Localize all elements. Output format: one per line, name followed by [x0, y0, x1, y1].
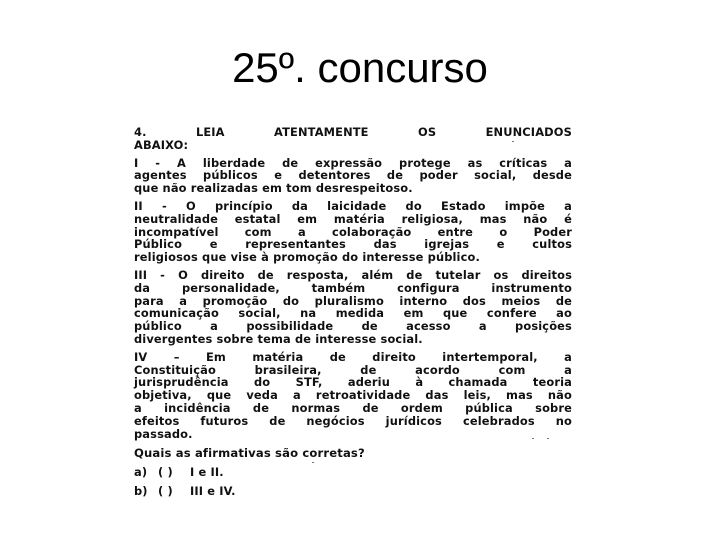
scan-speck — [312, 462, 314, 463]
statement-line: objetiva, que veda a retroatividade das leis, mas não — [134, 388, 572, 403]
option-letter: b) — [134, 483, 148, 498]
option-letter: a) — [134, 465, 148, 480]
statement-line: neutralidade estatal em matéria religiosa, mas não é — [134, 211, 572, 226]
statement-line: Constituição brasileira, de acordo com a — [134, 362, 572, 377]
statement-line: público a possibilidade de acesso a posições — [134, 319, 572, 334]
option-text: I e II. — [190, 465, 224, 480]
statement-line: IV – Em matéria de direito intertemporal, a — [134, 349, 572, 364]
question-number: 4. — [134, 125, 147, 139]
statement-line: religiosos que vise à promoção do interesse público. — [134, 250, 480, 265]
slide-title: 25º. concurso — [232, 44, 488, 91]
statement-line: a incidência de normas de ordem pública sobre — [134, 400, 572, 415]
option-checkbox: ( ) — [158, 465, 173, 480]
header-word-enunciados: ENUNCIADOS — [485, 125, 572, 139]
header-word-os: OS — [418, 125, 437, 139]
statement-3 — [134, 269, 572, 346]
statement-line: divergentes sobre tema de interesse social. — [134, 331, 423, 346]
statement-2 — [134, 200, 572, 264]
scanned-question-document — [134, 126, 572, 498]
question-header — [134, 126, 572, 139]
statement-line: II - O princípio da laicidade do Estado impõe a — [134, 198, 572, 213]
option-text: III e IV. — [190, 483, 236, 498]
answer-option-a — [134, 466, 572, 479]
header-word-atentamente: ATENTAMENTE — [274, 125, 369, 139]
question-prompt: Quais as afirmativas são corretas? — [134, 446, 365, 461]
statement-line: efeitos futuros de negócios jurídicos celebrados no — [134, 413, 572, 428]
statement-line: Público e representantes das igrejas e cultos — [134, 237, 572, 252]
statement-line: da personalidade, também configura instrumento — [134, 280, 572, 295]
scan-speck — [512, 141, 514, 142]
statement-1 — [134, 157, 572, 195]
statement-line: comunicação social, na medida em que confere ao — [134, 306, 572, 321]
statement-4 — [134, 351, 572, 441]
header-word-leia: LEIA — [195, 125, 225, 139]
scan-speck — [532, 438, 534, 439]
question-header-line-2: ABAIXO: — [134, 137, 189, 152]
statement-line: passado. — [134, 426, 193, 441]
statement-line: incompatível com a colaboração entre o Poder — [134, 224, 572, 239]
answer-option-b — [134, 485, 572, 498]
option-checkbox: ( ) — [158, 483, 173, 498]
statement-line: que não realizadas em tom desrespeitoso. — [134, 181, 413, 196]
statement-line: agentes públicos e detentores de poder social, desde — [134, 168, 572, 183]
statement-line: I - A liberdade de expressão protege as críticas a — [134, 155, 572, 170]
statement-line: III - O direito de resposta, além de tutelar os direitos — [134, 267, 572, 282]
statement-line: jurisprudência do STF, aderiu à chamada teoria — [134, 375, 572, 390]
statement-line: para a promoção do pluralismo interno dos meios de — [134, 293, 572, 308]
scan-speck — [547, 438, 549, 439]
